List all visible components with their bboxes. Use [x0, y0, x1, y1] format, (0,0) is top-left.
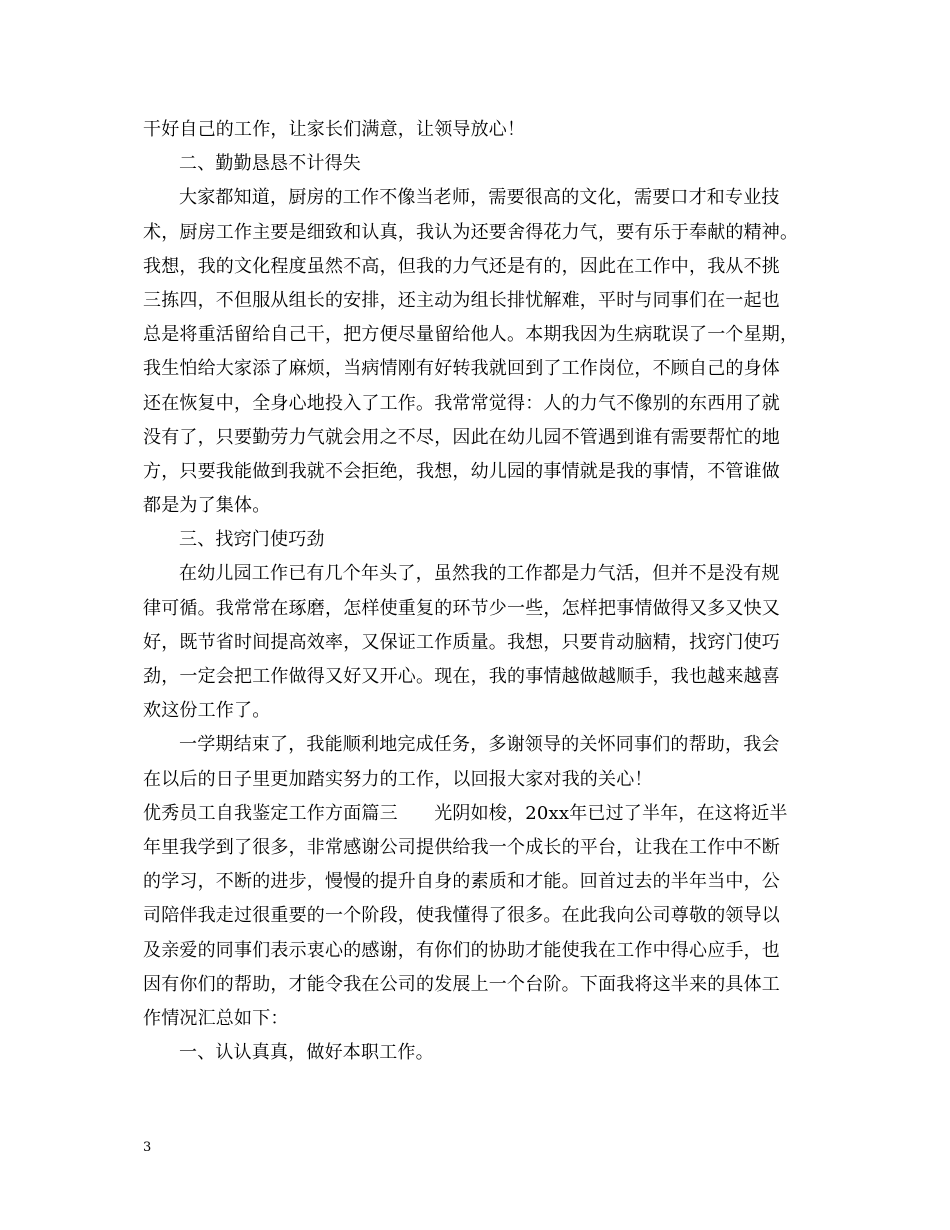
text-line: 作情况汇总如下：	[143, 1007, 289, 1029]
text-line: 因有你们的帮助，才能令我在公司的发展上一个台阶。下面我将这半来的具体工	[143, 973, 780, 995]
document-body	[143, 113, 823, 1070]
text-line: 欢这份工作了。	[143, 700, 271, 722]
text-line: 及亲爱的同事们表示衷心的感谢，有你们的协助才能使我在工作中得心应手，也	[143, 939, 780, 961]
text-line: 总是将重活留给自己干，把方便尽量留给他人。本期我因为生病耽误了一个星期，	[143, 324, 799, 346]
text-line: 的学习，不断的进步，慢慢的提升自身的素质和才能。回首过去的半年当中，公	[143, 871, 780, 893]
text-line: 都是为了集体。	[143, 495, 271, 517]
text-line: 优秀员工自我鉴定工作方面篇三 光阴如梭，20xx年已过了半年，在这将近半	[143, 802, 788, 824]
text-line: 我生怕给大家添了麻烦，当病情刚有好转我就回到了工作岗位，不顾自己的身体	[143, 358, 780, 380]
text-line: 在幼儿园工作已有几个年头了，虽然我的工作都是力气活，但并不是没有规	[179, 563, 780, 585]
text-line: 司陪伴我走过很重要的一个阶段，使我懂得了很多。在此我向公司尊敬的领导以	[143, 905, 780, 927]
text-line: 律可循。我常常在琢磨，怎样使重复的环节少一些，怎样把事情做得又多又快又	[143, 597, 780, 619]
section-heading: 一、认认真真，做好本职工作。	[179, 1042, 434, 1064]
text-line: 劲，一定会把工作做得又好又开心。现在，我的事情越做越顺手，我也越来越喜	[143, 666, 780, 687]
text-line: 大家都知道，厨房的工作不像当老师，需要很高的文化，需要口才和专业技	[179, 187, 780, 209]
text-line: 干好自己的工作，让家长们满意，让领导放心！	[143, 119, 526, 140]
text-line: 术，厨房工作主要是细致和认真，我认为还要舍得花力气，要有乐于奉献的精神。	[143, 221, 799, 243]
text-line: 方，只要我能做到我就不会拒绝，我想，幼儿园的事情就是我的事情，不管谁做	[143, 460, 780, 482]
text-line: 在以后的日子里更加踏实努力的工作，以回报大家对我的关心！	[143, 768, 653, 790]
text-line: 好，既节省时间提高效率，又保证工作质量。我想，只要肯动脑精，找窍门使巧	[143, 631, 780, 653]
text-line: 没有了，只要勤劳力气就会用之不尽，因此在幼儿园不管遇到谁有需要帮忙的地	[143, 426, 780, 448]
text-line: 还在恢复中，全身心地投入了工作。我常常觉得：人的力气不像别的东西用了就	[143, 392, 780, 414]
text-line: 年里我学到了很多，非常感谢公司提供给我一个成长的平台，让我在工作中不断	[143, 836, 780, 858]
text-line: 我想，我的文化程度虽然不高，但我的力气还是有的，因此在工作中，我从不挑	[143, 255, 780, 277]
text-line: 一学期结束了，我能顺利地完成任务，多谢领导的关怀同事们的帮助，我会	[179, 734, 780, 756]
text-line: 三拣四，不但服从组长的安排，还主动为组长排忧解难，平时与同事们在一起也	[143, 289, 780, 311]
page-number: 3	[143, 1140, 152, 1155]
section-heading: 二、勤勤恳恳不计得失	[179, 153, 361, 175]
section-heading: 三、找窍门使巧劲	[179, 529, 325, 551]
